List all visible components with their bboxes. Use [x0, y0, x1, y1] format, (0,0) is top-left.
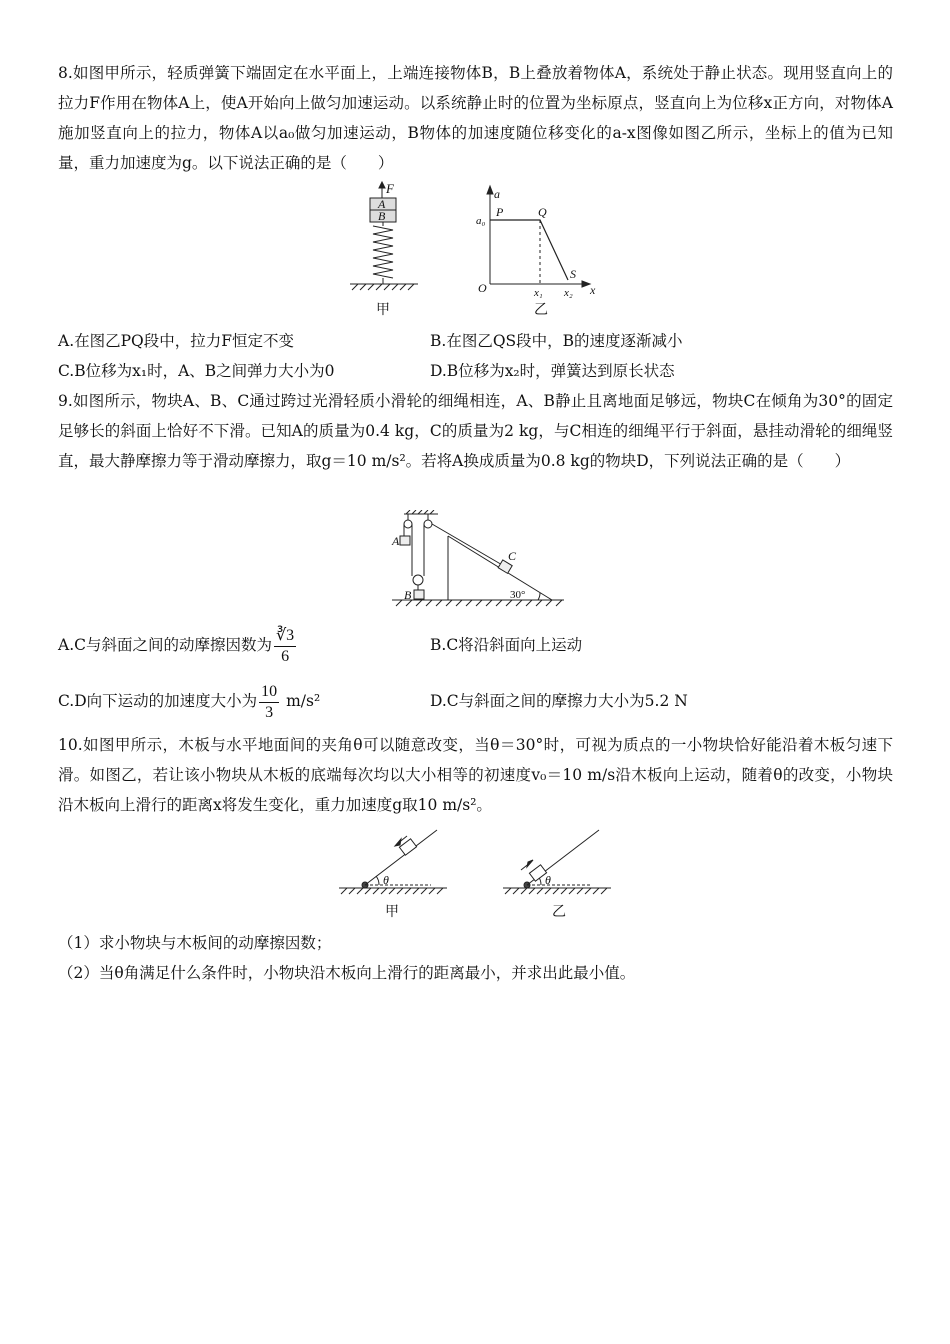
q8-stem: 8.如图甲所示，轻质弹簧下端固定在水平面上，上端连接物体B，B上叠放着物体A，系统处于静止状态。现用竖直向上的拉力F作用在物体A上，使A开始向上做匀加速运动。以系统静止时的位置为坐标原点，竖直向上为位移x正方向，对物体A施加竖直向上的拉力，物体A以a₀做匀加速运动，B物体的加速度随位移变化的a-x图像如图乙所示，坐标上的值为已知量，重力加速度为g。以下说法正确的是（ ）: [58, 64, 893, 172]
spring: [373, 226, 393, 278]
q9-stem: 9.如图所示，物块A、B、C通过跨过光滑轻质小滑轮的细绳相连，A、B静止且离地面足够远，物块C在倾角为30°的固定足够长的斜面上恰好不下滑。已知A的质量为0.4 kg，C的质量为2 kg，与C相连的细绳平行于斜面，悬挂动滑轮的细绳竖直，最大静摩擦力等于滑动摩擦力，取g＝10 m/s²。若将A换成质量为0.8 kg的物块D，下列说法正确的是（ ）: [58, 392, 893, 470]
caption-jia: 甲: [385, 905, 399, 920]
svg-text:O: O: [478, 281, 487, 295]
svg-text:30°: 30°: [510, 589, 526, 601]
q8-figure: [340, 180, 610, 320]
label-f: F: [386, 181, 394, 196]
block-jia: [399, 839, 416, 855]
svg-text:B: B: [404, 588, 412, 602]
svg-text:θ: θ: [545, 873, 551, 887]
q9-figure: [388, 510, 568, 608]
q9-option-d[interactable]: D.C与斜面之间的摩擦力大小为5.2 N: [430, 692, 688, 710]
block-b: [414, 590, 424, 599]
incline-pulley: [424, 520, 432, 528]
svg-text:x₂: x₂: [564, 287, 573, 299]
fixed-pulley: [404, 520, 412, 528]
q9-option-b[interactable]: B.C将沿斜面向上运动: [430, 636, 583, 654]
graph-line: [490, 220, 568, 280]
svg-text:S: S: [570, 267, 576, 281]
svg-text:x: x: [590, 283, 596, 297]
svg-text:θ: θ: [383, 873, 389, 887]
q10-stem: 10.如图甲所示，木板与水平地面间的夹角θ可以随意改变，当θ＝30°时，可视为质点的一小物块恰好能沿着木板匀速下滑。如图乙，若让该小物块从木板的底端每次均以大小相等的初速度v₀＝10 m/s沿木板向上运动，随着θ的改变，小物块沿木板向上滑行的距离x将发生变化，重力加速度g取10 m/s²。: [58, 736, 893, 814]
svg-text:Q: Q: [538, 205, 547, 219]
caption-jia: 甲: [376, 303, 390, 318]
q8-option-c[interactable]: C.B位移为x₁时，A、B之间弹力大小为0: [58, 362, 335, 380]
svg-text:a: a: [494, 187, 500, 201]
svg-text:x₁: x₁: [534, 287, 543, 299]
q10-figure: [335, 828, 615, 920]
svg-text:A: A: [392, 534, 400, 548]
q8-option-a[interactable]: A.在图乙PQ段中，拉力F恒定不变: [58, 332, 295, 350]
q9-option-c[interactable]: C.D向下运动的加速度大小为 $\frac{10}{3}$ m/s²: [58, 682, 321, 721]
svg-text:P: P: [496, 205, 504, 219]
svg-text:C: C: [508, 549, 517, 563]
label-b: B: [378, 209, 386, 223]
caption-yi: 乙: [552, 905, 566, 920]
q9-option-a[interactable]: A.C与斜面之间的动摩擦因数为 $\frac{∛3}{6}$: [58, 626, 295, 665]
svg-text:a₀: a₀: [476, 215, 486, 227]
q10-sub1: （1）求小物块与木板间的动摩擦因数；: [58, 934, 332, 952]
q8-option-b[interactable]: B.在图乙QS段中，B的速度逐渐减小: [430, 332, 683, 350]
label-a: A: [378, 197, 386, 211]
block-a: [400, 536, 410, 545]
q10-sub2: （2）当θ角满足什么条件时，小物块沿木板向上滑行的距离最小，并求出此最小值。: [58, 964, 636, 982]
caption-yi: 乙: [534, 303, 548, 318]
movable-pulley: [413, 575, 423, 585]
q8-option-d[interactable]: D.B位移为x₂时，弹簧达到原长状态: [430, 362, 675, 380]
